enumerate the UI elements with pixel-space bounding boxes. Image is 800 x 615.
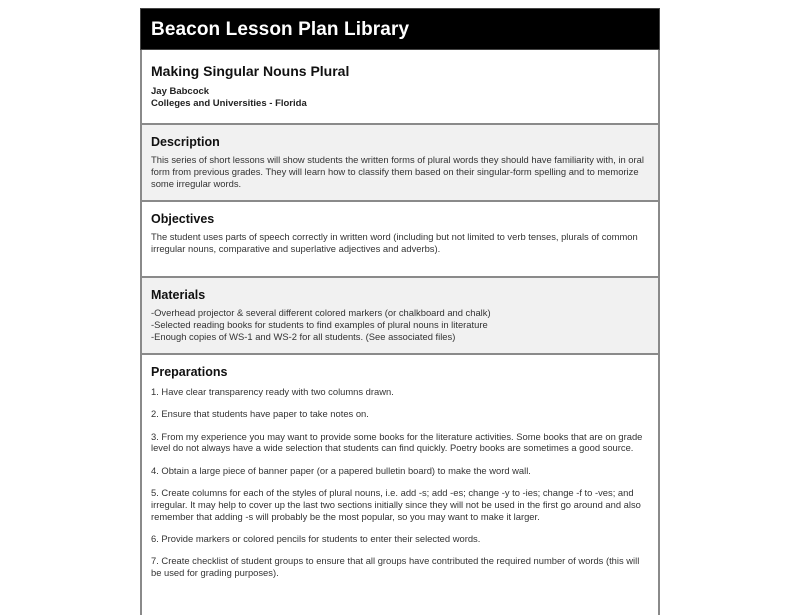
materials-list — [151, 307, 649, 342]
preparation-step: 4. Obtain a large piece of banner paper (or a papered bulletin board) to make the word wall. — [151, 464, 531, 476]
site-title: Beacon Lesson Plan Library — [151, 19, 410, 40]
materials-section — [140, 278, 660, 355]
description-text: This series of short lessons will show students the written forms of plural words they should have familiarity with, in oral form from previous grades. They will learn how to classify them based on their singular-form spelling and to memorize some irregular words. — [151, 154, 644, 189]
materials-heading: Materials — [151, 288, 206, 302]
lesson-author: Jay Babcock — [151, 86, 210, 97]
preparation-step: 7. Create checklist of student groups to ensure that all groups have contributed the required number of words (this will be used for grading purposes). — [151, 555, 640, 578]
materials-item: -Overhead projector & several different colored markers (or chalkboard and chalk) — [151, 307, 491, 318]
preparation-step: 2. Ensure that students have paper to take notes on. — [151, 408, 369, 420]
lesson-plan-page — [140, 8, 660, 615]
preparation-step: 6. Provide markers or colored pencils for students to enter their selected words. — [151, 532, 481, 544]
description-heading: Description — [151, 135, 220, 149]
lesson-title: Making Singular Nouns Plural — [151, 63, 350, 79]
preparation-step: 1. Have clear transparency ready with two columns drawn. — [151, 386, 394, 397]
site-banner — [140, 8, 660, 50]
objectives-heading: Objectives — [151, 212, 215, 226]
materials-item: -Enough copies of WS-1 and WS-2 for all students. (See associated files) — [151, 330, 456, 342]
objectives-section — [140, 202, 660, 278]
preparations-heading: Preparations — [151, 365, 228, 379]
lesson-affiliation: Colleges and Universities - Florida — [151, 98, 307, 109]
description-section — [140, 125, 660, 202]
objectives-text: The student uses parts of speech correctly in written word (including but not limited to verb tenses, plurals of common irregular nouns, comparative and superlative adjectives and adverbs). — [151, 231, 638, 254]
preparation-step: 3. From my experience you may want to provide some books for the literature activities. Some books that are on grade level do not always have a wide selection that students can find quickly. Poetry books are sometimes a good source. — [151, 430, 643, 454]
lesson-header — [140, 50, 660, 125]
preparations-section — [140, 355, 660, 615]
materials-item: -Selected reading books for students to find examples of plural nouns in literature — [151, 318, 488, 330]
preparation-step: 5. Create columns for each of the styles of plural nouns, i.e. add -s; add -es; change -y to -ies; change -f to -ves; and irregular. It may help to cover up the last two sections initially since they will not be used in the first go around and also remember that adding -s will probably be the most popular, so you may want to make it larger. — [151, 486, 641, 522]
